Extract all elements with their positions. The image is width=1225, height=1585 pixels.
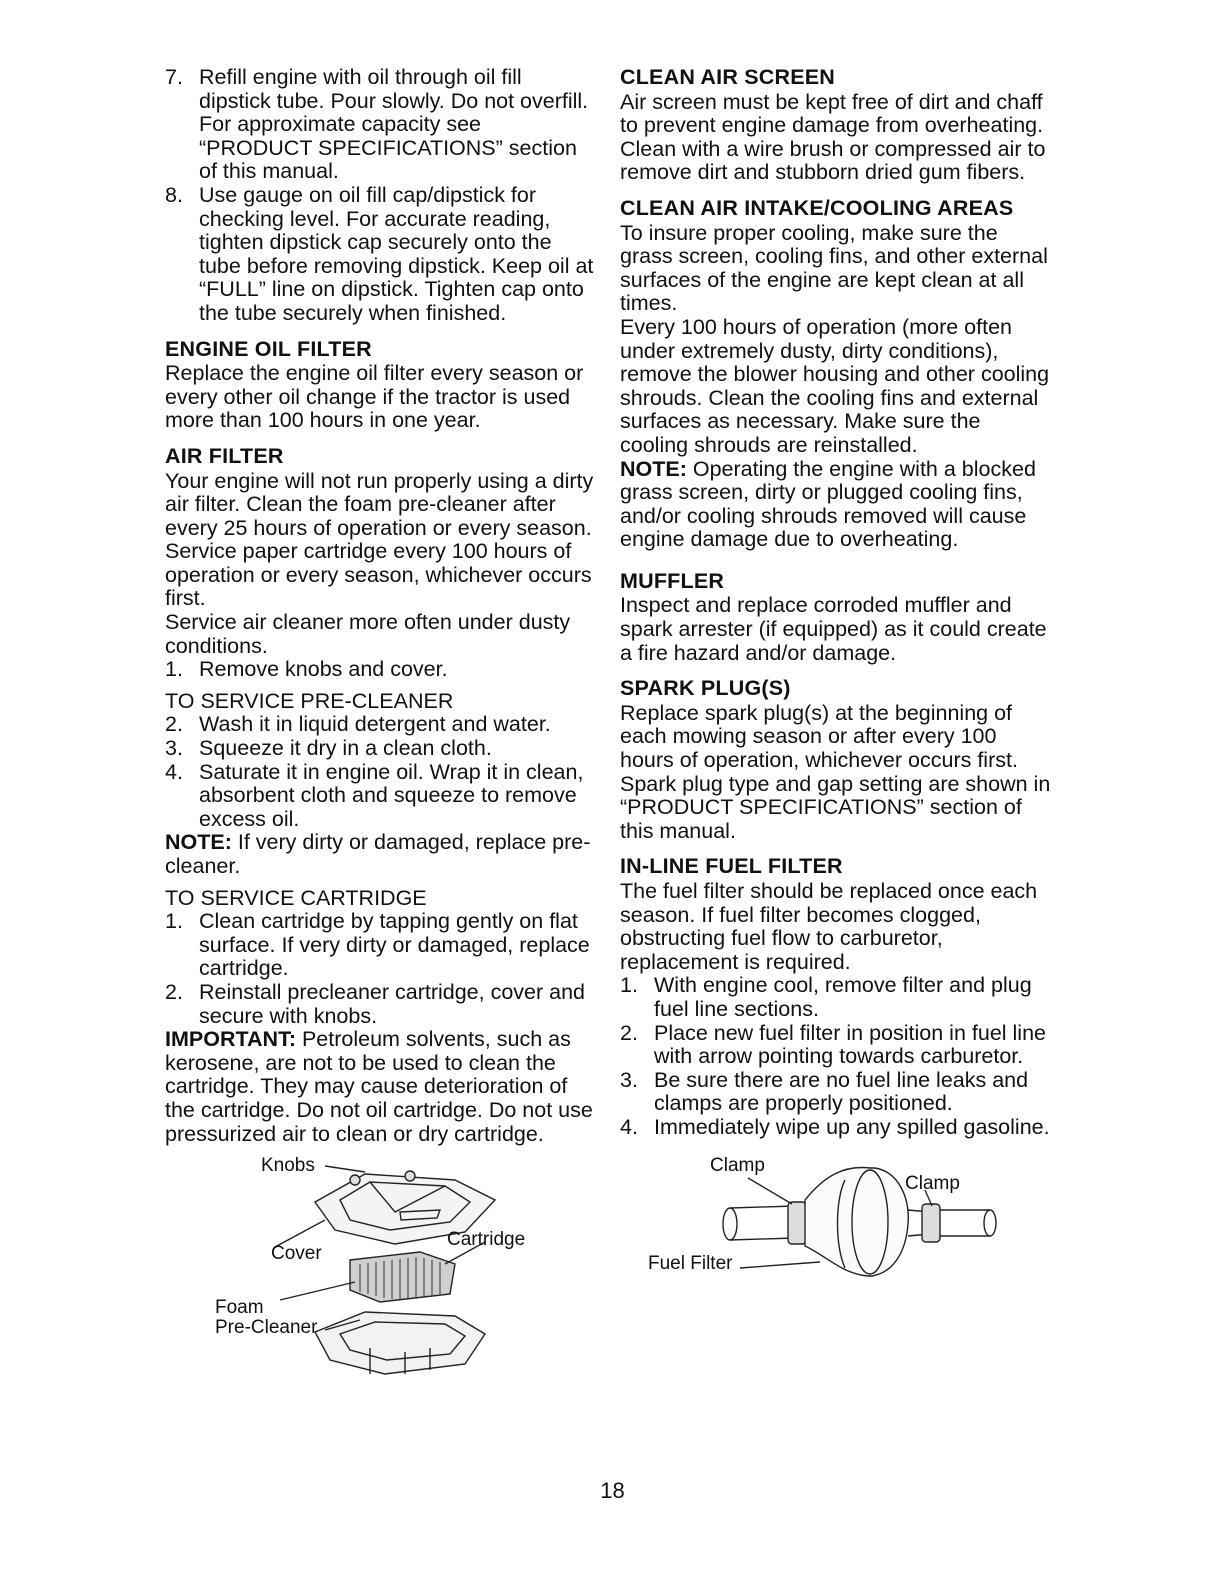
- cartridge-steps: [165, 910, 595, 1028]
- step-number: 3.: [620, 1067, 638, 1092]
- list-item: [620, 1116, 1052, 1140]
- step-text: Remove knobs and cover.: [199, 657, 448, 682]
- note-label: NOTE:: [620, 456, 687, 481]
- note-text: Operating the engine with a blocked grass screen, dirty or plugged cooling fins, and/or cooling shrouds removed will cause engine damage due to overheating.: [620, 456, 1036, 552]
- engine-oil-filter-text: Replace the engine oil filter every season or every other oil change if the tractor is used more than 100 hours in one year.: [165, 361, 584, 433]
- list-item: [165, 66, 595, 184]
- list-item: [620, 1022, 1052, 1069]
- step-number: 8.: [165, 182, 183, 207]
- list-item: [165, 737, 595, 761]
- step-number: 2.: [165, 712, 183, 737]
- step-text: With engine cool, remove filter and plug fuel line sections.: [654, 973, 1032, 1021]
- clean-air-intake-heading: CLEAN AIR INTAKE/COOLING AREAS: [620, 195, 1014, 220]
- pre-cleaner-subheading: TO SERVICE PRE-CLEANER: [165, 688, 454, 713]
- foam-label: Foam: [215, 1297, 264, 1319]
- pre-cleaner-steps: [165, 713, 595, 831]
- note-label: NOTE:: [165, 830, 232, 855]
- fuel-filter-illustration: [620, 1150, 1052, 1300]
- knobs-label: Knobs: [261, 1155, 315, 1177]
- note-text: If very dirty or damaged, replace pre-cleaner.: [165, 830, 591, 878]
- step-text: Reinstall precleaner cartridge, cover and secure with knobs.: [199, 979, 586, 1028]
- clean-air-intake-paragraph: Every 100 hours of operation (more often under extremely dusty, dirty conditions), remove the blower housing and other cooling shrouds. Clean the cooling fins and external surfaces as necessary. Make sure the cooling shrouds are reinstalled.: [620, 314, 1050, 457]
- engine-oil-filter-heading: ENGINE OIL FILTER: [165, 336, 372, 361]
- step-number: 1.: [165, 909, 183, 934]
- step-text: Saturate it in engine oil. Wrap it in clean, absorbent cloth and squeeze to remove excess oil.: [199, 759, 584, 831]
- clean-air-screen-text: Air screen must be kept free of dirt and chaff to prevent engine damage from overheating. Clean with a wire brush or compressed air to remove dirt and stubborn dried gum fibers.: [620, 89, 1046, 185]
- step-number: 1.: [165, 657, 183, 682]
- fuel-filter-text: The fuel filter should be replaced once each season. If fuel filter becomes clogged, obstructing fuel flow to carburetor, replacement is required.: [620, 879, 1038, 974]
- fuel-filter-figure: [620, 1150, 1052, 1300]
- important-label: IMPORTANT:: [165, 1027, 296, 1052]
- fuel-filter-steps: [620, 974, 1052, 1139]
- fuel-filter-heading: IN-LINE FUEL FILTER: [620, 854, 843, 879]
- step-text: Be sure there are no fuel line leaks and clamps are properly positioned.: [654, 1067, 1029, 1116]
- list-item: [165, 761, 595, 832]
- step-text: Place new fuel filter in position in fuel line with arrow pointing towards carburetor.: [654, 1020, 1046, 1069]
- pre-cleaner-note: [165, 831, 595, 878]
- list-item: [165, 713, 595, 737]
- step-text: Immediately wipe up any spilled gasoline.: [654, 1114, 1050, 1139]
- list-item: [165, 910, 595, 981]
- clamp-left-label: Clamp: [710, 1154, 765, 1176]
- list-item: [620, 1069, 1052, 1116]
- spark-plugs-heading: SPARK PLUG(S): [620, 676, 791, 701]
- step-number: 4.: [165, 759, 183, 784]
- left-column: [165, 66, 595, 1392]
- fuel-filter-label: Fuel Filter: [648, 1252, 733, 1274]
- step-number: 2.: [620, 1020, 638, 1045]
- important-text: Petroleum solvents, such as kerosene, are not to be used to clean the cartridge. They may cause deterioration of the cartridge. Do not oil cartridge. Do not use pressurized air to clean or dry cartridge.: [165, 1027, 593, 1146]
- step-text: Squeeze it dry in a clean cloth.: [199, 736, 492, 761]
- step-text: Clean cartridge by tapping gently on flat surface. If very dirty or damaged, replace cartridge.: [199, 909, 590, 981]
- step-number: 2.: [165, 979, 183, 1004]
- right-column: [620, 66, 1052, 1300]
- list-item: [165, 184, 595, 326]
- cover-label: Cover: [271, 1243, 322, 1265]
- pre-cleaner-label: Pre-Cleaner: [215, 1317, 318, 1339]
- muffler-text: Inspect and replace corroded muffler and spark arrester (if equipped) as it could create a fire hazard and/or damage.: [620, 593, 1047, 665]
- cartridge-label: Cartridge: [447, 1229, 526, 1251]
- list-item: [165, 981, 595, 1028]
- air-filter-paragraph: Service air cleaner more often under dusty conditions.: [165, 610, 571, 658]
- step-number: 7.: [165, 65, 183, 89]
- air-filter-figure: [165, 1152, 595, 1392]
- page-number: 18: [600, 1478, 625, 1503]
- step-number: 4.: [620, 1114, 638, 1139]
- list-item: [620, 974, 1052, 1021]
- list-item: [165, 658, 595, 682]
- muffler-heading: MUFFLER: [620, 568, 725, 593]
- cooling-note: [620, 458, 1052, 552]
- clean-air-intake-paragraph: To insure proper cooling, make sure the grass screen, cooling fins, and other external surfaces of the engine are kept clean at all times.: [620, 220, 1048, 316]
- spark-plugs-text: Replace spark plug(s) at the beginning of each mowing season or after every 100 hours of operation, whichever occurs first. Spark plug type and gap setting are shown in “PRODUCT SPECIFICATIONS” section of this manual.: [620, 700, 1051, 843]
- step-number: 1.: [620, 973, 638, 998]
- air-filter-paragraph: Your engine will not run properly using a dirty air filter. Clean the foam pre-cleaner after every 25 hours of operation or every season. Service paper cartridge every 100 hours of operation or every season, whichever occurs first.: [165, 468, 594, 611]
- air-filter-illustration: [165, 1152, 595, 1392]
- cartridge-subheading: TO SERVICE CARTRIDGE: [165, 885, 427, 910]
- step-text: Wash it in liquid detergent and water.: [199, 712, 551, 737]
- air-filter-heading: AIR FILTER: [165, 443, 284, 468]
- oil-fill-steps: [165, 66, 595, 326]
- important-note: [165, 1028, 595, 1146]
- clean-air-screen-heading: CLEAN AIR SCREEN: [620, 65, 836, 89]
- clamp-right-label: Clamp: [905, 1172, 960, 1194]
- step-text: Refill engine with oil through oil fill dipstick tube. Pour slowly. Do not overfill. For approximate capacity see “PRODUCT SPECIFICATIONS” section of this manual.: [199, 65, 589, 184]
- step-number: 3.: [165, 736, 183, 761]
- step-text: Use gauge on oil fill cap/dipstick for checking level. For accurate reading, tighten dipstick cap securely onto the tube before removing dipstick. Keep oil at “FULL” line on dipstick. Tighten cap onto the tube securely when finished.: [199, 182, 594, 325]
